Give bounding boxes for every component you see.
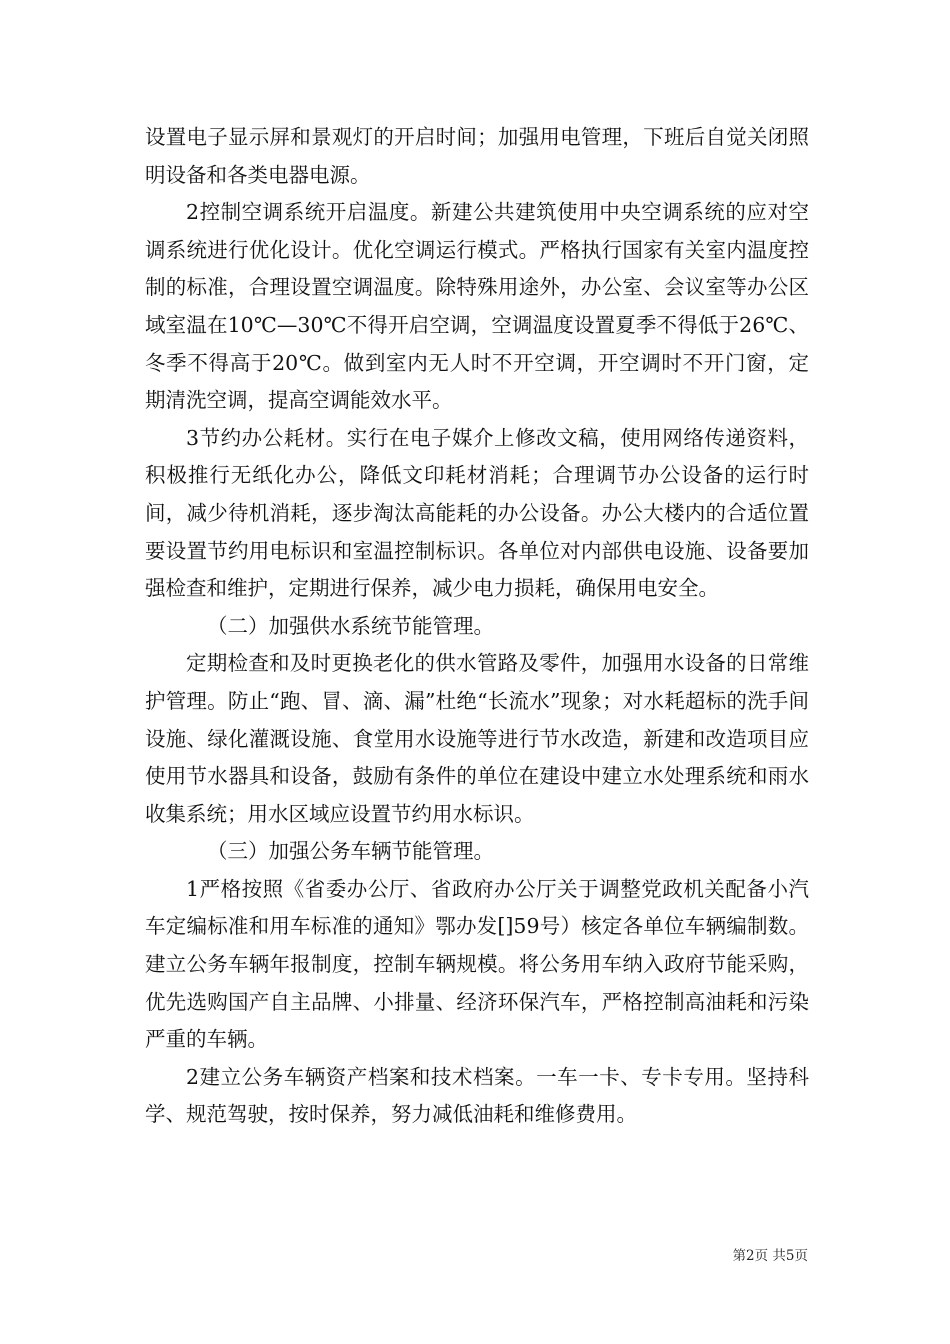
document-body <box>145 119 809 1134</box>
section-heading-vehicles: （三）加强公务车辆节能管理。 <box>207 839 494 864</box>
paragraph-air-conditioning: 2控制空调系统开启温度。新建公共建筑使用中央空调系统的应对空调系统进行优化设计。优化空调运行模式。严格执行国家有关室内温度控制的标准，合理设置空调温度。除特殊用途外，办公室、会议室等办公区域室温在10℃—30℃不得开启空调，空调温度设置夏季不得低于26℃、冬季不得高于20℃。做到室内无人时不开空调，开空调时不开门窗，定期清洗空调，提高空调能效水平。 <box>145 200 809 413</box>
paragraph-vehicle-standards: 1严格按照《省委办公厅、省政府办公厅关于调整党政机关配备小汽车定编标准和用车标准的通知》鄂办发[]59号）核定各单位车辆编制数。建立公务车辆年报制度，控制车辆规模。将公务用车纳入政府节能采购，优先选购国产自主品牌、小排量、经济环保汽车，严格控制高油耗和污染严重的车辆。 <box>145 876 809 1052</box>
paragraph-vehicle-records: 2建立公务车辆资产档案和技术档案。一车一卡、专卡专用。坚持科学、规范驾驶，按时保养，努力减低油耗和维修费用。 <box>145 1064 809 1127</box>
section-heading-water: （二）加强供水系统节能管理。 <box>207 613 494 638</box>
paragraph-continuation: 设置电子显示屏和景观灯的开启时间；加强用电管理，下班后自觉关闭照明设备和各类电器电源。 <box>145 125 809 187</box>
paragraph-office-supplies: 3节约办公耗材。实行在电子媒介上修改文稿，使用网络传递资料，积极推行无纸化办公，降低文印耗材消耗；合理调节办公设备的运行时间，减少待机消耗，逐步淘汰高能耗的办公设备。办公大楼内的合适位置要设置节约用电标识和室温控制标识。各单位对内部供电设施、设备要加强检查和维护，定期进行保养，减少电力损耗，确保用电安全。 <box>145 425 809 601</box>
page-number-footer: 第2页 共5页 <box>732 1248 808 1264</box>
paragraph-water-management: 定期检查和及时更换老化的供水管路及零件，加强用水设备的日常维护管理。防止“跑、冒、滴、漏”杜绝“长流水”现象；对水耗超标的洗手间设施、绿化灌溉设施、食堂用水设施等进行节水改造，新建和改造项目应使用节水器具和设备，鼓励有条件的单位在建设中建立水处理系统和雨水收集系统；用水区域应设置节约用水标识。 <box>145 651 809 826</box>
